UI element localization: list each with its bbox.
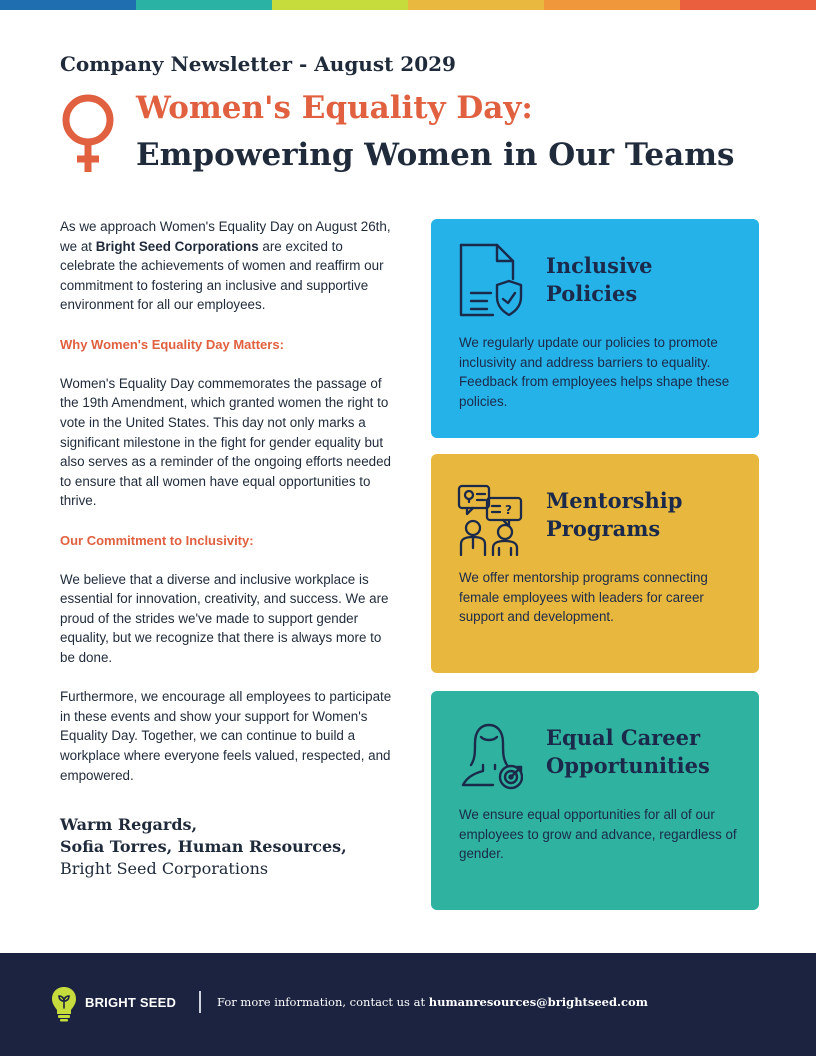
contact-email-link[interactable]: humanresources@brightseed.com	[428, 995, 648, 1009]
footer-divider	[199, 991, 201, 1013]
contact-line	[217, 995, 648, 1009]
card-title: Equal Career Opportunities	[546, 725, 710, 778]
color-bar-segment	[408, 0, 544, 10]
card-text: We regularly update our policies to promote inclusivity and address barriers to equality. Feedback from employees helps shape these policies.	[459, 335, 730, 409]
page-title-line-1: Women's Equality Day:	[136, 90, 533, 126]
document-shield-icon	[457, 241, 523, 321]
newsletter-kicker: Company Newsletter - August 2029	[60, 52, 456, 76]
color-bar-segment	[0, 0, 136, 10]
signoff-author-text: Sofia Torres, Human Resources,	[60, 837, 347, 856]
color-bar-segment	[272, 0, 408, 10]
signoff-author	[60, 836, 347, 858]
brand-name: BRIGHT SEED	[85, 995, 177, 1010]
card-title: Mentorship Programs	[546, 488, 683, 541]
lightbulb-seed-icon	[51, 986, 77, 1022]
card-title: Inclusive Policies	[546, 253, 653, 306]
card-equal-career-opportunities	[431, 691, 759, 910]
intro-text-end: are excited to celebrate the achievements of women and reaffirm our commitment to fostering an inclusive and supportive environment for all our employees.	[60, 238, 384, 313]
svg-text:?: ?	[505, 503, 512, 517]
top-color-bar	[0, 0, 816, 10]
footer	[0, 953, 816, 1056]
newsletter-body	[60, 217, 398, 805]
card-mentorship-programs	[431, 454, 759, 673]
color-bar-segment	[544, 0, 680, 10]
color-bar-segment	[680, 0, 816, 10]
page-title-line-2: Empowering Women in Our Teams	[136, 137, 735, 173]
signoff-greeting	[60, 814, 347, 836]
intro-text-start: As we approach Women's Equality Day on August 26th, we at	[60, 219, 391, 254]
card-text: We ensure equal opportunities for all of our employees to grow and advance, regardless of gender.	[459, 807, 737, 862]
card-inclusive-policies	[431, 219, 759, 438]
venus-symbol-icon	[58, 92, 118, 174]
signoff	[60, 814, 347, 880]
card-text: We offer mentorship programs connecting female employees with leaders for career support and development.	[459, 570, 708, 625]
commitment-heading: Our Commitment to Inclusivity:	[60, 532, 254, 548]
furthermore-paragraph: Furthermore, we encourage all employees to participate in these events and show your support for Women's Equality Day. Together, we can continue to build a workplace where everyone feels valued, respected, and empowered.	[60, 689, 392, 783]
signoff-greeting-text: Warm Regards,	[60, 815, 198, 834]
why-paragraph: Women's Equality Day commemorates the passage of the 19th Amendment, which granted women the right to vote in the United States. This day not only marks a significant milestone in the fight for gender equality but also serves as a reminder of the ongoing efforts needed to ensure that all women have equal opportunities to thrive.	[60, 375, 392, 509]
color-bar-segment	[136, 0, 272, 10]
intro-paragraph	[60, 217, 398, 315]
company-name-bold: Bright Seed Corporations	[95, 238, 259, 254]
contact-text: For more information, contact us at	[217, 995, 429, 1009]
signoff-company: Bright Seed Corporations	[60, 859, 269, 878]
commitment-paragraph: We believe that a diverse and inclusive workplace is essential for innovation, creativity, and success. We are proud of the strides we've made to support gender equality, but we recognize that there is always more to be done.	[60, 571, 389, 666]
why-heading: Why Women's Equality Day Matters:	[60, 336, 284, 352]
woman-target-icon	[457, 713, 523, 793]
mentorship-people-icon	[457, 476, 523, 556]
